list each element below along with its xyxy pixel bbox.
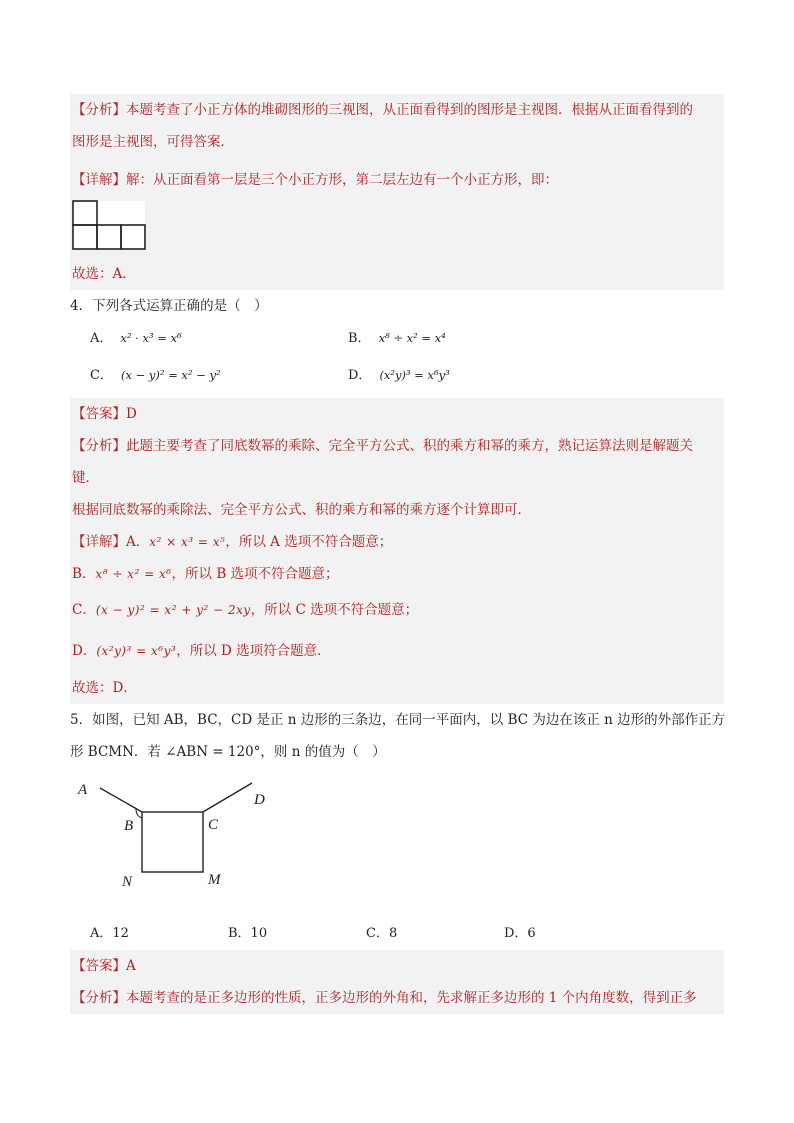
q4-detail-d: D．(x²y)³ = x⁶y³，所以 D 选项符合题意． [72, 643, 331, 659]
label-b: B [124, 818, 134, 834]
answer-value: A [126, 958, 136, 974]
label-c: C [208, 817, 219, 833]
q4-option-c: C． (x − y)² = x² − y² [90, 368, 221, 383]
q4-option-b: B． x⁸ ÷ x² = x⁴ [348, 331, 446, 346]
q4-detail-b: B．x⁸ ÷ x² = x⁶，所以 B 选项不符合题意； [72, 566, 339, 582]
q5-option-b: B．10 [228, 926, 268, 941]
q4-detail-a: 【详解】A．x² × x³ = x⁵，所以 A 选项不符合题意； [72, 534, 393, 550]
q3-solution-box [70, 94, 724, 290]
q3-choice: 故选：A． [72, 266, 136, 282]
answer-tag: 【答案】 [72, 406, 126, 422]
q4-analysis-line2: 键． [72, 470, 99, 486]
geometry-svg [70, 780, 300, 920]
q5-option-a: A．12 [90, 926, 129, 941]
analysis-tag: 【分析】 [72, 438, 126, 454]
detail-tag: 【详解】 [72, 172, 126, 188]
front-view-figure [70, 196, 724, 256]
q4-choice: 故选：D． [72, 680, 137, 696]
q5-stem-line1: 5．如图，已知 AB，BC，CD 是正 n 边形的三条边，在同一平面内，以 BC 为边在该正 n 边形的外部作正方 [70, 712, 726, 728]
label-n: N [122, 874, 133, 890]
q5-option-c: C．8 [366, 926, 398, 941]
front-view-svg [72, 200, 162, 256]
q5-options [70, 918, 724, 950]
q3-analysis-line1 [70, 94, 724, 126]
page [70, 94, 724, 1014]
q4-solution-box [70, 398, 724, 704]
q4-stem: 4．下列各式运算正确的是（ ） [70, 298, 268, 314]
detail-tag: 【详解】 [72, 534, 126, 550]
q5-analysis-line1 [70, 982, 724, 1014]
q3-detail-line [70, 164, 724, 196]
square-polygon-figure [70, 768, 724, 918]
q4-detail-c: C．(x − y)² = x² + y² − 2xy，所以 C 选项不符合题意； [72, 602, 419, 618]
label-a: A [78, 782, 88, 798]
detail-text: 解：从正面看第一层是三个小正方形，第二层左边有一个小正方形，即： [126, 172, 558, 188]
q5-stem-line2: 形 BCMN．若 ∠ABN = 120°，则 n 的值为（ ） [70, 744, 386, 760]
q4-options-row2 [70, 359, 724, 392]
q4-analysis-line3: 根据同底数幂的乘除法、完全平方公式、积的乘方和幂的乘方逐个计算即可． [72, 502, 531, 518]
q3-analysis-line2: 图形是主视图，可得答案． [72, 134, 234, 150]
q4-option-a: A． x² · x³ = x⁶ [90, 331, 182, 346]
analysis-text: 本题考查的是正多边形的性质，正多边形的外角和，先求解正多边形的 1 个内角度数，得到正多 [126, 990, 697, 1006]
answer-tag: 【答案】 [72, 958, 126, 974]
analysis-text: 此题主要考查了同底数幂的乘除、完全平方公式、积的乘方和幂的乘方，熟记运算法则是解题关 [126, 438, 693, 454]
analysis-text: 本题考查了小正方体的堆砌图形的三视图，从正面看得到的图形是主视图．根据从正面看得到的 [126, 102, 693, 118]
q5-solution-box [70, 950, 724, 1014]
q4-option-d: D． (x²y)³ = x⁶y³ [348, 368, 450, 383]
q4-analysis-line1 [70, 430, 724, 462]
label-m: M [208, 872, 221, 888]
q4-options-row1 [70, 322, 724, 355]
q5-answer-line [70, 950, 724, 982]
q5-option-d: D．6 [504, 926, 536, 941]
analysis-tag: 【分析】 [72, 990, 126, 1006]
q4-answer-line [70, 398, 724, 430]
answer-value: D [126, 406, 137, 422]
analysis-tag: 【分析】 [72, 102, 126, 118]
label-d: D [254, 792, 265, 808]
